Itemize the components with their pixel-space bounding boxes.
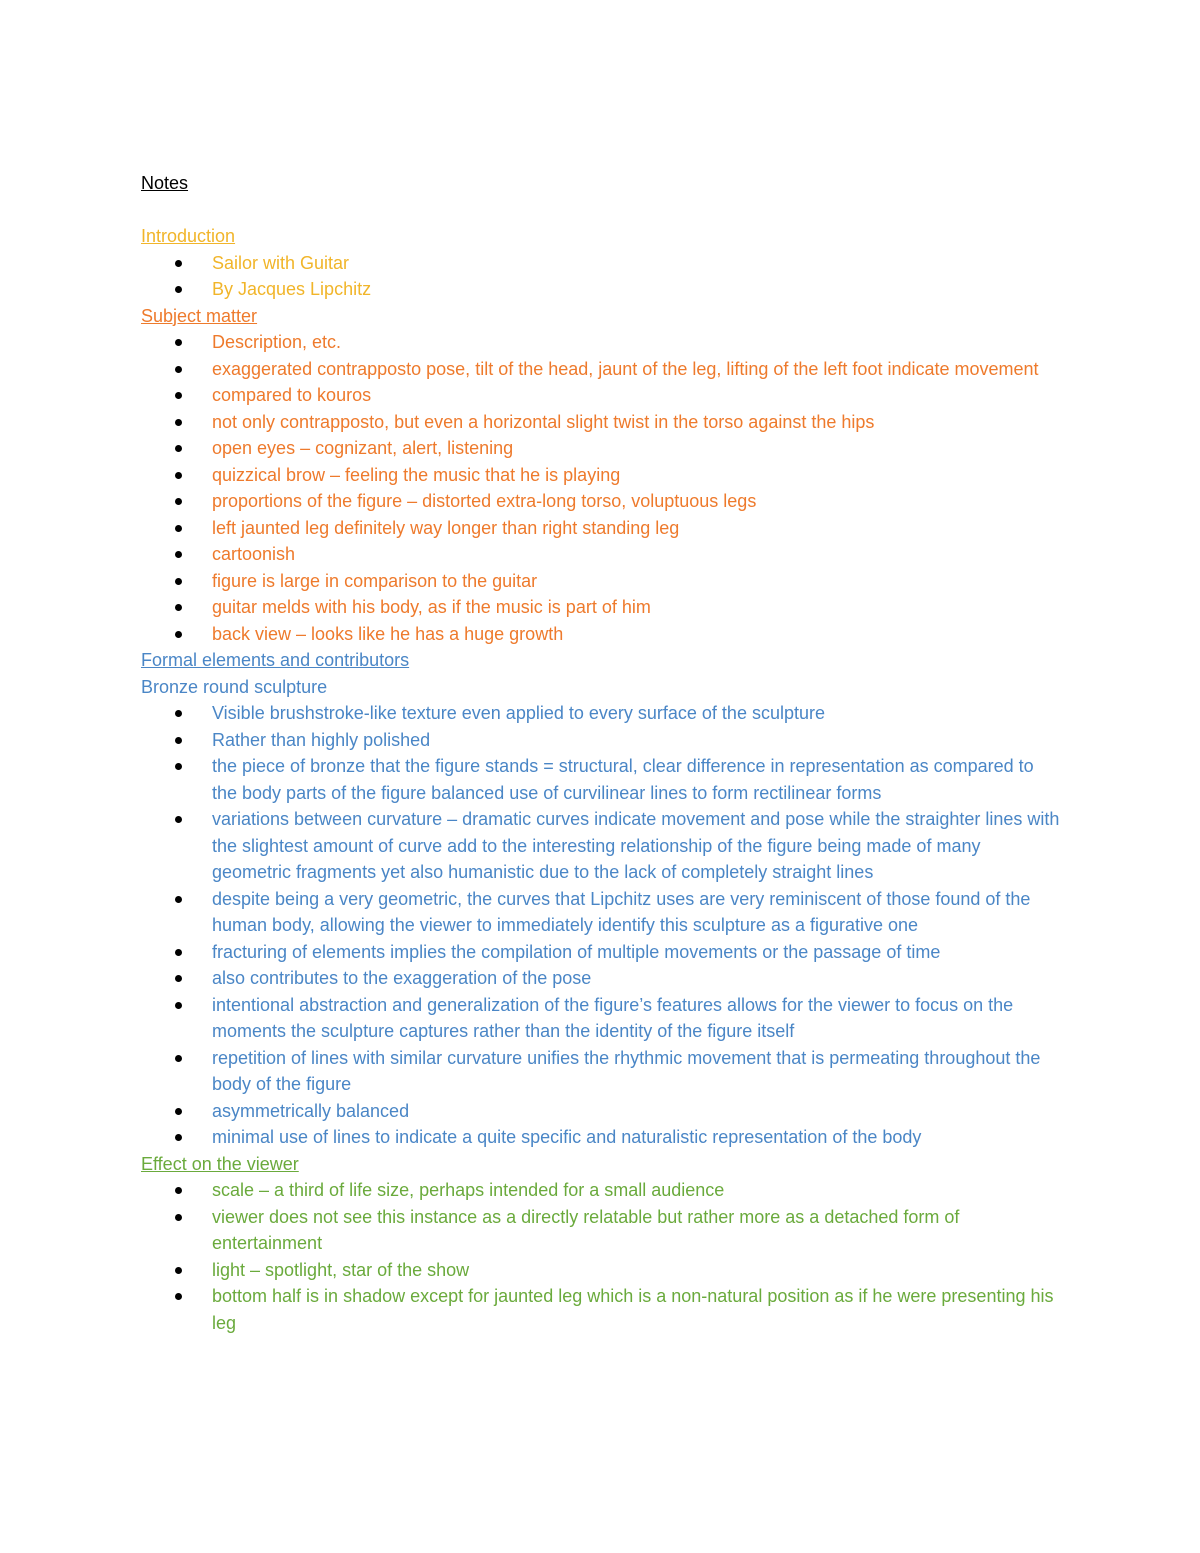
list-item-text: light – spotlight, star of the show	[212, 1259, 470, 1280]
bullet-icon	[175, 339, 182, 346]
list-item	[141, 1177, 1061, 1204]
document-page	[141, 170, 1061, 1336]
list-item-text: guitar melds with his body, as if the music is part of him	[212, 597, 651, 617]
section-subject-matter	[141, 303, 1061, 648]
list-item-text: By Jacques Lipchitz	[212, 279, 372, 299]
list-item-text: cartoonish	[212, 544, 296, 564]
list-item-text: variations between curvature – dramatic curves indicate movement and pose while the straighter lines with the slightest amount of curve add to the interesting relationship of the figure being made of many geometric fragments yet also humanistic due to the lack of completely straight lines	[212, 809, 1060, 882]
list-item-text: bottom half is in shadow except for jaunted leg which is a non-natural position as if he were presenting his leg	[212, 1286, 1054, 1333]
list-item-text: despite being a very geometric, the curves that Lipchitz uses are very reminiscent of those found of the human body, allowing the viewer to immediately identify this sculpture as a figurative one	[212, 888, 1031, 935]
list-item	[141, 886, 1061, 939]
list-item	[141, 700, 1061, 727]
list-item	[141, 541, 1061, 568]
formal-elements-heading: Formal elements and contributors	[141, 650, 410, 670]
list-item-text: compared to kouros	[212, 385, 372, 405]
list-item-text: minimal use of lines to indicate a quite specific and naturalistic representation of the body	[212, 1127, 922, 1147]
list-item	[141, 939, 1061, 966]
bullet-icon	[175, 631, 182, 638]
list-item-text: proportions of the figure – distorted extra-long torso, voluptuous legs	[212, 491, 757, 511]
list-item-text: scale – a third of life size, perhaps intended for a small audience	[212, 1180, 725, 1200]
list-item	[141, 276, 1061, 303]
introduction-heading: Introduction	[141, 226, 236, 246]
section-effect-on-viewer	[141, 1151, 1061, 1337]
list-item	[141, 1204, 1061, 1257]
list-item	[141, 409, 1061, 436]
list-item	[141, 1045, 1061, 1098]
list-item-text: left jaunted leg definitely way longer than right standing leg	[212, 517, 680, 538]
page-title: Notes	[141, 173, 189, 193]
bullet-icon	[175, 366, 182, 373]
list-item-text: figure is large in comparison to the guitar	[212, 570, 538, 591]
list-item-text: Rather than highly polished	[212, 729, 431, 750]
list-item-text: Description, etc.	[212, 332, 342, 352]
bullet-icon	[175, 419, 182, 426]
bullet-icon	[175, 710, 182, 717]
bullet-icon	[175, 260, 182, 267]
list-item	[141, 515, 1061, 542]
list-item	[141, 356, 1061, 383]
bullet-icon	[175, 975, 182, 982]
bullet-icon	[175, 737, 182, 744]
list-item	[141, 250, 1061, 277]
bullet-icon	[175, 949, 182, 956]
list-item-text: viewer does not see this instance as a directly relatable but rather more as a detached form of entertainment	[212, 1206, 960, 1253]
list-item	[141, 382, 1061, 409]
list-item-text: the piece of bronze that the figure stands = structural, clear difference in representation as compared to the body parts of the figure balanced use of curvilinear lines to form rectilinear forms	[212, 756, 1034, 803]
list-item	[141, 965, 1061, 992]
list-item	[141, 1098, 1061, 1125]
list-item-text: Sailor with Guitar	[212, 252, 350, 273]
bullet-icon	[175, 816, 182, 823]
list-item-text: exaggerated contrapposto pose, tilt of the head, jaunt of the leg, lifting of the left foot indicate movement	[212, 358, 1039, 379]
bullet-icon	[175, 1108, 182, 1115]
list-item	[141, 435, 1061, 462]
bullet-icon	[175, 1293, 182, 1300]
list-item	[141, 1283, 1061, 1336]
section-introduction	[141, 223, 1061, 303]
bullet-icon	[175, 392, 182, 399]
bullet-icon	[175, 604, 182, 611]
bullet-icon	[175, 286, 182, 293]
bullet-icon	[175, 1187, 182, 1194]
list-item-text: quizzical brow – feeling the music that he is playing	[212, 464, 621, 485]
list-item	[141, 462, 1061, 489]
list-item	[141, 488, 1061, 515]
bullet-icon	[175, 472, 182, 479]
subject-matter-list	[141, 329, 1061, 647]
list-item	[141, 1124, 1061, 1151]
bullet-icon	[175, 498, 182, 505]
list-item	[141, 753, 1061, 806]
list-item	[141, 806, 1061, 886]
list-item-text: asymmetrically balanced	[212, 1100, 410, 1121]
list-item-text: fracturing of elements implies the compilation of multiple movements or the passage of time	[212, 941, 941, 962]
bullet-icon	[175, 578, 182, 585]
list-item	[141, 594, 1061, 621]
bullet-icon	[175, 445, 182, 452]
list-item	[141, 329, 1061, 356]
list-item-text: also contributes to the exaggeration of the pose	[212, 968, 592, 988]
introduction-list	[141, 250, 1061, 303]
bullet-icon	[175, 1267, 182, 1274]
section-formal-elements	[141, 647, 1061, 1151]
list-item	[141, 992, 1061, 1045]
list-item-text: repetition of lines with similar curvature unifies the rhythmic movement that is permeating throughout the body of the figure	[212, 1047, 1041, 1094]
list-item-text: Visible brushstroke-like texture even applied to every surface of the sculpture	[212, 703, 825, 723]
bullet-icon	[175, 525, 182, 532]
bullet-icon	[175, 1134, 182, 1141]
formal-elements-subheading: Bronze round sculpture	[141, 676, 328, 697]
list-item-text: not only contrapposto, but even a horizontal slight twist in the torso against the hips	[212, 411, 875, 432]
bullet-icon	[175, 763, 182, 770]
effect-on-viewer-heading: Effect on the viewer	[141, 1153, 299, 1174]
list-item-text: intentional abstraction and generalization of the figure’s features allows for the viewer to focus on the moments the sculpture captures rather than the identity of the figure itself	[212, 994, 1014, 1041]
list-item-text: back view – looks like he has a huge growth	[212, 623, 564, 644]
effect-on-viewer-list	[141, 1177, 1061, 1336]
list-item-text: open eyes – cognizant, alert, listening	[212, 438, 514, 458]
bullet-icon	[175, 1002, 182, 1009]
bullet-icon	[175, 551, 182, 558]
bullet-icon	[175, 1214, 182, 1221]
list-item	[141, 1257, 1061, 1284]
spacer	[141, 197, 1061, 224]
list-item	[141, 568, 1061, 595]
formal-elements-list	[141, 700, 1061, 1151]
bullet-icon	[175, 896, 182, 903]
subject-matter-heading: Subject matter	[141, 305, 258, 326]
list-item	[141, 727, 1061, 754]
list-item	[141, 621, 1061, 648]
bullet-icon	[175, 1055, 182, 1062]
